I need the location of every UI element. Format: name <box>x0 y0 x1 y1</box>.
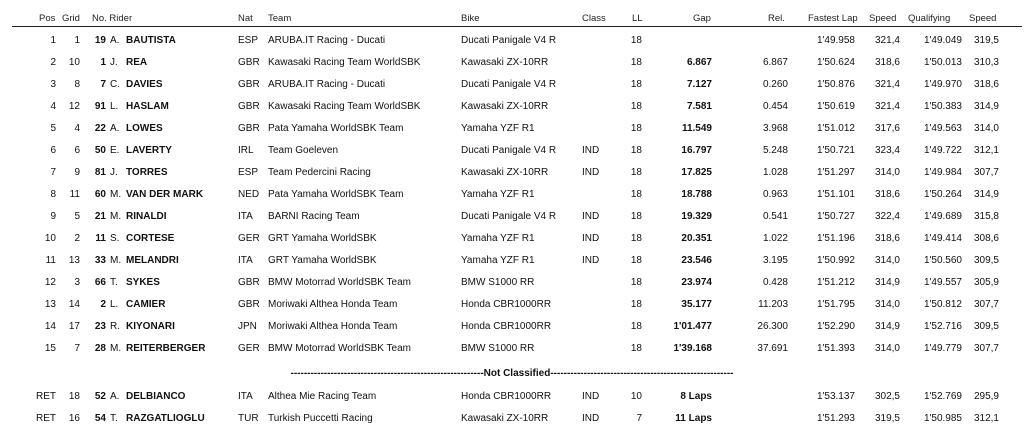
cell-speed: 318,6 <box>874 57 900 68</box>
cell-rider-name: CORTESE <box>126 233 175 244</box>
cell-rider-name: LAVERTY <box>126 145 172 156</box>
cell-bike: Ducati Panigale V4 R <box>461 79 557 90</box>
cell-rider-initial: R. <box>110 321 120 332</box>
header-ll: LL <box>632 13 643 24</box>
cell-rider-number: 28 <box>94 343 106 354</box>
cell-laps: 18 <box>630 277 642 288</box>
cell-gap: 7.127 <box>686 79 712 90</box>
cell-rider-number: 81 <box>94 167 106 178</box>
table-row <box>0 250 1024 272</box>
cell-relative-gap: 11.203 <box>758 299 788 310</box>
cell-rider-initial: J. <box>110 57 118 68</box>
cell-nationality: ESP <box>238 167 259 178</box>
cell-team: BMW Motorrad WorldSBK Team <box>268 277 412 288</box>
header-nat: Nat <box>238 13 253 24</box>
cell-fastest-lap: 1'50.727 <box>816 211 855 222</box>
cell-laps: 18 <box>630 35 642 46</box>
cell-rider-number: 7 <box>100 79 106 90</box>
cell-qualifying-time: 1'49.414 <box>923 233 962 244</box>
cell-qualifying-speed: 312,1 <box>973 413 999 424</box>
cell-qualifying-time: 1'49.970 <box>923 79 962 90</box>
cell-laps: 18 <box>630 57 642 68</box>
cell-rider-name: REITERBERGER <box>126 343 206 354</box>
cell-team: Kawasaki Racing Team WorldSBK <box>268 57 421 68</box>
cell-qualifying-time: 1'50.560 <box>923 255 962 266</box>
cell-relative-gap: 5.248 <box>762 145 788 156</box>
not-classified-separator: ----------------------------------------------------------Not Classified------------------------------------------------------- <box>290 368 734 379</box>
cell-laps: 18 <box>630 255 642 266</box>
table-row <box>0 272 1024 294</box>
cell-team: Moriwaki Althea Honda Team <box>268 299 398 310</box>
header-gap: Gap <box>693 13 711 24</box>
table-row <box>0 386 1024 408</box>
cell-grid: 4 <box>74 123 80 134</box>
cell-grid: 8 <box>74 79 80 90</box>
cell-position: 3 <box>50 79 56 90</box>
cell-rider-name: VAN DER MARK <box>126 189 204 200</box>
cell-rider-initial: M. <box>110 343 122 354</box>
cell-team: Pata Yamaha WorldSBK Team <box>268 123 404 134</box>
cell-rider-initial: J. <box>110 167 118 178</box>
cell-rider-name: KIYONARI <box>126 321 175 332</box>
cell-rider-number: 19 <box>94 35 106 46</box>
table-row <box>0 316 1024 338</box>
cell-fastest-lap: 1'51.393 <box>816 343 855 354</box>
cell-qualifying-time: 1'52.769 <box>923 391 962 402</box>
cell-nationality: JPN <box>238 321 257 332</box>
cell-grid: 6 <box>74 145 80 156</box>
cell-qualifying-time: 1'50.812 <box>923 299 962 310</box>
cell-qualifying-time: 1'49.557 <box>923 277 962 288</box>
cell-speed: 319,5 <box>874 413 900 424</box>
cell-class: IND <box>582 233 600 244</box>
cell-qualifying-speed: 307,7 <box>973 167 999 178</box>
cell-position: 8 <box>50 189 56 200</box>
cell-nationality: IRL <box>238 145 254 156</box>
cell-position: RET <box>36 413 56 424</box>
cell-position: 5 <box>50 123 56 134</box>
cell-grid: 12 <box>68 101 80 112</box>
cell-nationality: GBR <box>238 123 260 134</box>
cell-rider-name: CAMIER <box>126 299 166 310</box>
cell-fastest-lap: 1'50.624 <box>816 57 855 68</box>
cell-qualifying-speed: 309,5 <box>973 255 999 266</box>
cell-position: 6 <box>50 145 56 156</box>
table-row <box>0 96 1024 118</box>
cell-fastest-lap: 1'53.137 <box>816 391 855 402</box>
cell-position: 12 <box>44 277 56 288</box>
cell-laps: 18 <box>630 343 642 354</box>
cell-laps: 18 <box>630 167 642 178</box>
header-speed: Speed <box>869 13 897 24</box>
cell-qualifying-time: 1'49.722 <box>923 145 962 156</box>
cell-qualifying-speed: 309,5 <box>973 321 999 332</box>
cell-fastest-lap: 1'50.992 <box>816 255 855 266</box>
table-row <box>0 52 1024 74</box>
cell-qualifying-speed: 318,6 <box>973 79 999 90</box>
cell-bike: Kawasaki ZX-10RR <box>461 167 549 178</box>
cell-rider-initial: M. <box>110 189 122 200</box>
table-row <box>0 118 1024 140</box>
cell-laps: 18 <box>630 211 642 222</box>
table-row <box>0 30 1024 52</box>
cell-nationality: NED <box>238 189 260 200</box>
cell-fastest-lap: 1'51.196 <box>816 233 855 244</box>
cell-rider-number: 1 <box>100 57 106 68</box>
cell-nationality: GBR <box>238 101 260 112</box>
cell-team: Althea Mie Racing Team <box>268 391 377 402</box>
cell-relative-gap: 3.195 <box>762 255 788 266</box>
cell-fastest-lap: 1'52.290 <box>816 321 855 332</box>
cell-rider-number: 21 <box>94 211 106 222</box>
cell-bike: Honda CBR1000RR <box>461 321 552 332</box>
cell-laps: 18 <box>630 299 642 310</box>
cell-gap: 23.546 <box>681 255 712 266</box>
cell-fastest-lap: 1'51.212 <box>816 277 855 288</box>
cell-fastest-lap: 1'49.958 <box>816 35 855 46</box>
header-bike: Bike <box>461 13 480 24</box>
cell-fastest-lap: 1'51.293 <box>816 413 855 424</box>
cell-nationality: GER <box>238 233 260 244</box>
cell-position: 4 <box>50 101 56 112</box>
cell-rider-name: LOWES <box>126 123 163 134</box>
cell-bike: Kawasaki ZX-10RR <box>461 57 549 68</box>
cell-gap: 7.581 <box>686 101 712 112</box>
cell-grid: 1 <box>74 35 80 46</box>
table-row <box>0 162 1024 184</box>
cell-team: ARUBA.IT Racing - Ducati <box>268 35 386 46</box>
cell-gap: 1'39.168 <box>673 343 712 354</box>
cell-speed: 314,0 <box>874 167 900 178</box>
cell-speed: 314,0 <box>874 255 900 266</box>
cell-team: BARNI Racing Team <box>268 211 360 222</box>
cell-rider-name: MELANDRI <box>126 255 179 266</box>
cell-class: IND <box>582 255 600 266</box>
cell-team: ARUBA.IT Racing - Ducati <box>268 79 386 90</box>
cell-nationality: ITA <box>238 255 253 266</box>
cell-rider-name: BAUTISTA <box>126 35 176 46</box>
cell-gap: 11.549 <box>681 123 712 134</box>
cell-team: Turkish Puccetti Racing <box>268 413 373 424</box>
cell-qualifying-speed: 319,5 <box>973 35 999 46</box>
cell-qualifying-speed: 314,0 <box>973 123 999 134</box>
cell-gap: 23.974 <box>681 277 712 288</box>
cell-speed: 314,9 <box>874 321 900 332</box>
header-grid: Grid <box>62 13 80 24</box>
header-team: Team <box>268 13 292 24</box>
cell-bike: Yamaha YZF R1 <box>461 255 535 266</box>
cell-relative-gap: 3.968 <box>762 123 788 134</box>
cell-position: 1 <box>50 35 56 46</box>
cell-qualifying-speed: 307,7 <box>973 299 999 310</box>
cell-team: Team Pedercini Racing <box>268 167 371 178</box>
cell-gap: 8 Laps <box>680 391 712 402</box>
cell-qualifying-speed: 314,9 <box>973 101 999 112</box>
cell-team: GRT Yamaha WorldSBK <box>268 255 377 266</box>
cell-class: IND <box>582 145 600 156</box>
cell-position: 14 <box>44 321 56 332</box>
cell-bike: Yamaha YZF R1 <box>461 123 535 134</box>
cell-qualifying-speed: 315,8 <box>973 211 999 222</box>
cell-fastest-lap: 1'51.101 <box>816 189 855 200</box>
cell-team: BMW Motorrad WorldSBK Team <box>268 343 412 354</box>
cell-team: Moriwaki Althea Honda Team <box>268 321 398 332</box>
cell-rider-number: 22 <box>94 123 106 134</box>
cell-grid: 14 <box>68 299 80 310</box>
cell-rider-initial: M. <box>110 255 122 266</box>
cell-gap: 18.788 <box>681 189 712 200</box>
cell-position: 9 <box>50 211 56 222</box>
cell-speed: 321,4 <box>874 101 900 112</box>
cell-grid: 10 <box>68 57 80 68</box>
cell-qualifying-time: 1'50.013 <box>923 57 962 68</box>
cell-rider-initial: A. <box>110 35 120 46</box>
cell-grid: 3 <box>74 277 80 288</box>
cell-qualifying-time: 1'49.563 <box>923 123 962 134</box>
cell-class: IND <box>582 391 600 402</box>
header-rule <box>12 26 1022 27</box>
cell-class: IND <box>582 167 600 178</box>
cell-position: 10 <box>44 233 56 244</box>
cell-bike: Yamaha YZF R1 <box>461 233 535 244</box>
cell-rider-initial: L. <box>110 299 119 310</box>
cell-fastest-lap: 1'50.721 <box>816 145 855 156</box>
cell-rider-number: 11 <box>95 233 106 244</box>
table-row <box>0 184 1024 206</box>
header-fastest-lap: Fastest Lap <box>808 13 858 24</box>
cell-speed: 317,6 <box>874 123 900 134</box>
header-class: Class <box>582 13 606 24</box>
cell-qualifying-time: 1'49.779 <box>923 343 962 354</box>
cell-grid: 5 <box>74 211 80 222</box>
cell-relative-gap: 0.260 <box>762 79 788 90</box>
cell-speed: 321,4 <box>874 79 900 90</box>
cell-speed: 318,6 <box>874 189 900 200</box>
cell-qualifying-speed: 312,1 <box>973 145 999 156</box>
cell-qualifying-time: 1'49.049 <box>923 35 962 46</box>
cell-bike: Yamaha YZF R1 <box>461 189 535 200</box>
cell-rider-number: 91 <box>94 101 106 112</box>
cell-rider-initial: A. <box>110 391 120 402</box>
cell-qualifying-speed: 295,9 <box>973 391 999 402</box>
cell-nationality: GBR <box>238 299 260 310</box>
cell-position: 15 <box>44 343 56 354</box>
table-header <box>0 8 1024 28</box>
cell-qualifying-speed: 307,7 <box>973 343 999 354</box>
table-row <box>0 294 1024 316</box>
table-row <box>0 408 1024 430</box>
cell-rider-name: TORRES <box>126 167 168 178</box>
cell-grid: 9 <box>74 167 80 178</box>
cell-rider-name: RINALDI <box>126 211 167 222</box>
cell-rider-initial: T. <box>110 277 118 288</box>
cell-qualifying-time: 1'50.264 <box>923 189 962 200</box>
cell-rider-name: REA <box>126 57 148 68</box>
header-rider: No. Rider <box>92 13 133 24</box>
cell-rider-initial: L. <box>110 101 119 112</box>
cell-fastest-lap: 1'51.297 <box>816 167 855 178</box>
cell-qualifying-time: 1'49.984 <box>923 167 962 178</box>
cell-position: 11 <box>45 255 56 266</box>
cell-team: Pata Yamaha WorldSBK Team <box>268 189 404 200</box>
table-row <box>0 228 1024 250</box>
cell-relative-gap: 0.963 <box>762 189 788 200</box>
cell-fastest-lap: 1'51.012 <box>816 123 855 134</box>
cell-relative-gap: 37.691 <box>757 343 788 354</box>
cell-bike: Kawasaki ZX-10RR <box>461 413 549 424</box>
cell-position: RET <box>36 391 56 402</box>
cell-rider-number: 2 <box>100 299 106 310</box>
cell-bike: Honda CBR1000RR <box>461 299 552 310</box>
cell-gap: 20.351 <box>681 233 712 244</box>
cell-rider-name: DELBIANCO <box>126 391 186 402</box>
cell-grid: 7 <box>74 343 80 354</box>
cell-rider-number: 23 <box>94 321 106 332</box>
cell-nationality: ITA <box>238 211 253 222</box>
cell-relative-gap: 26.300 <box>757 321 788 332</box>
table-row <box>0 140 1024 162</box>
cell-nationality: ESP <box>238 35 259 46</box>
cell-class: IND <box>582 211 600 222</box>
cell-rider-number: 33 <box>94 255 106 266</box>
cell-rider-initial: M. <box>110 211 122 222</box>
cell-rider-initial: S. <box>110 233 120 244</box>
cell-relative-gap: 0.541 <box>762 211 788 222</box>
cell-speed: 314,9 <box>874 277 900 288</box>
cell-rider-name: RAZGATLIOGLU <box>126 413 205 424</box>
header-qualifying-speed: Speed <box>969 13 997 24</box>
cell-qualifying-speed: 308,6 <box>973 233 999 244</box>
cell-gap: 17.825 <box>681 167 712 178</box>
cell-laps: 18 <box>630 189 642 200</box>
cell-qualifying-speed: 314,9 <box>973 189 999 200</box>
cell-grid: 17 <box>68 321 80 332</box>
cell-qualifying-time: 1'50.383 <box>923 101 962 112</box>
header-pos: Pos <box>39 13 56 24</box>
cell-bike: BMW S1000 RR <box>461 343 535 354</box>
cell-gap: 35.177 <box>681 299 712 310</box>
cell-speed: 318,6 <box>874 233 900 244</box>
cell-fastest-lap: 1'51.795 <box>816 299 855 310</box>
cell-qualifying-time: 1'50.985 <box>923 413 962 424</box>
cell-speed: 302,5 <box>874 391 900 402</box>
cell-laps: 18 <box>630 123 642 134</box>
cell-grid: 13 <box>68 255 80 266</box>
cell-grid: 18 <box>68 391 80 402</box>
cell-nationality: GBR <box>238 79 260 90</box>
cell-speed: 314,0 <box>874 299 900 310</box>
table-row <box>0 206 1024 228</box>
cell-position: 2 <box>50 57 56 68</box>
cell-rider-number: 60 <box>94 189 106 200</box>
cell-speed: 323,4 <box>874 145 900 156</box>
cell-rider-number: 50 <box>94 145 106 156</box>
table-row <box>0 338 1024 360</box>
cell-nationality: ITA <box>238 391 253 402</box>
cell-laps: 18 <box>630 233 642 244</box>
cell-rider-number: 66 <box>94 277 106 288</box>
cell-fastest-lap: 1'50.619 <box>816 101 855 112</box>
cell-position: 7 <box>50 167 56 178</box>
cell-qualifying-time: 1'52.716 <box>923 321 962 332</box>
cell-laps: 18 <box>630 145 642 156</box>
cell-laps: 7 <box>636 413 642 424</box>
cell-bike: Ducati Panigale V4 R <box>461 145 557 156</box>
cell-rider-number: 52 <box>94 391 106 402</box>
cell-relative-gap: 0.428 <box>762 277 788 288</box>
cell-team: Team Goeleven <box>268 145 339 156</box>
header-rel: Rel. <box>768 13 785 24</box>
cell-speed: 321,4 <box>874 35 900 46</box>
cell-relative-gap: 1.028 <box>762 167 788 178</box>
cell-bike: Ducati Panigale V4 R <box>461 211 557 222</box>
cell-fastest-lap: 1'50.876 <box>816 79 855 90</box>
header-qualifying: Qualifying <box>908 13 951 24</box>
cell-nationality: TUR <box>238 413 259 424</box>
cell-rider-name: HASLAM <box>126 101 169 112</box>
cell-rider-number: 54 <box>94 413 106 424</box>
cell-relative-gap: 1.022 <box>762 233 788 244</box>
cell-laps: 18 <box>630 101 642 112</box>
cell-relative-gap: 6.867 <box>762 57 788 68</box>
cell-gap: 11 Laps <box>675 413 712 424</box>
cell-bike: BMW S1000 RR <box>461 277 535 288</box>
cell-nationality: GBR <box>238 277 260 288</box>
cell-rider-initial: C. <box>110 79 120 90</box>
cell-laps: 18 <box>630 79 642 90</box>
cell-gap: 19.329 <box>681 211 712 222</box>
cell-gap: 6.867 <box>686 57 712 68</box>
cell-rider-initial: E. <box>110 145 120 156</box>
cell-rider-name: SYKES <box>126 277 160 288</box>
cell-bike: Ducati Panigale V4 R <box>461 35 557 46</box>
cell-bike: Kawasaki ZX-10RR <box>461 101 549 112</box>
cell-gap: 16.797 <box>681 145 712 156</box>
cell-relative-gap: 0.454 <box>762 101 788 112</box>
cell-rider-initial: T. <box>110 413 118 424</box>
cell-grid: 11 <box>69 189 80 200</box>
cell-position: 13 <box>44 299 56 310</box>
cell-qualifying-speed: 305,9 <box>973 277 999 288</box>
cell-class: IND <box>582 413 600 424</box>
cell-rider-initial: A. <box>110 123 120 134</box>
cell-gap: 1'01.477 <box>673 321 712 332</box>
cell-qualifying-speed: 310,3 <box>973 57 999 68</box>
cell-grid: 16 <box>68 413 80 424</box>
cell-team: Kawasaki Racing Team WorldSBK <box>268 101 421 112</box>
cell-nationality: GER <box>238 343 260 354</box>
cell-nationality: GBR <box>238 57 260 68</box>
cell-grid: 2 <box>74 233 80 244</box>
table-row <box>0 74 1024 96</box>
cell-speed: 314,0 <box>874 343 900 354</box>
cell-laps: 10 <box>630 391 642 402</box>
cell-qualifying-time: 1'49.689 <box>923 211 962 222</box>
cell-laps: 18 <box>630 321 642 332</box>
cell-speed: 322,4 <box>874 211 900 222</box>
cell-bike: Honda CBR1000RR <box>461 391 552 402</box>
cell-rider-name: DAVIES <box>126 79 163 90</box>
cell-team: GRT Yamaha WorldSBK <box>268 233 377 244</box>
